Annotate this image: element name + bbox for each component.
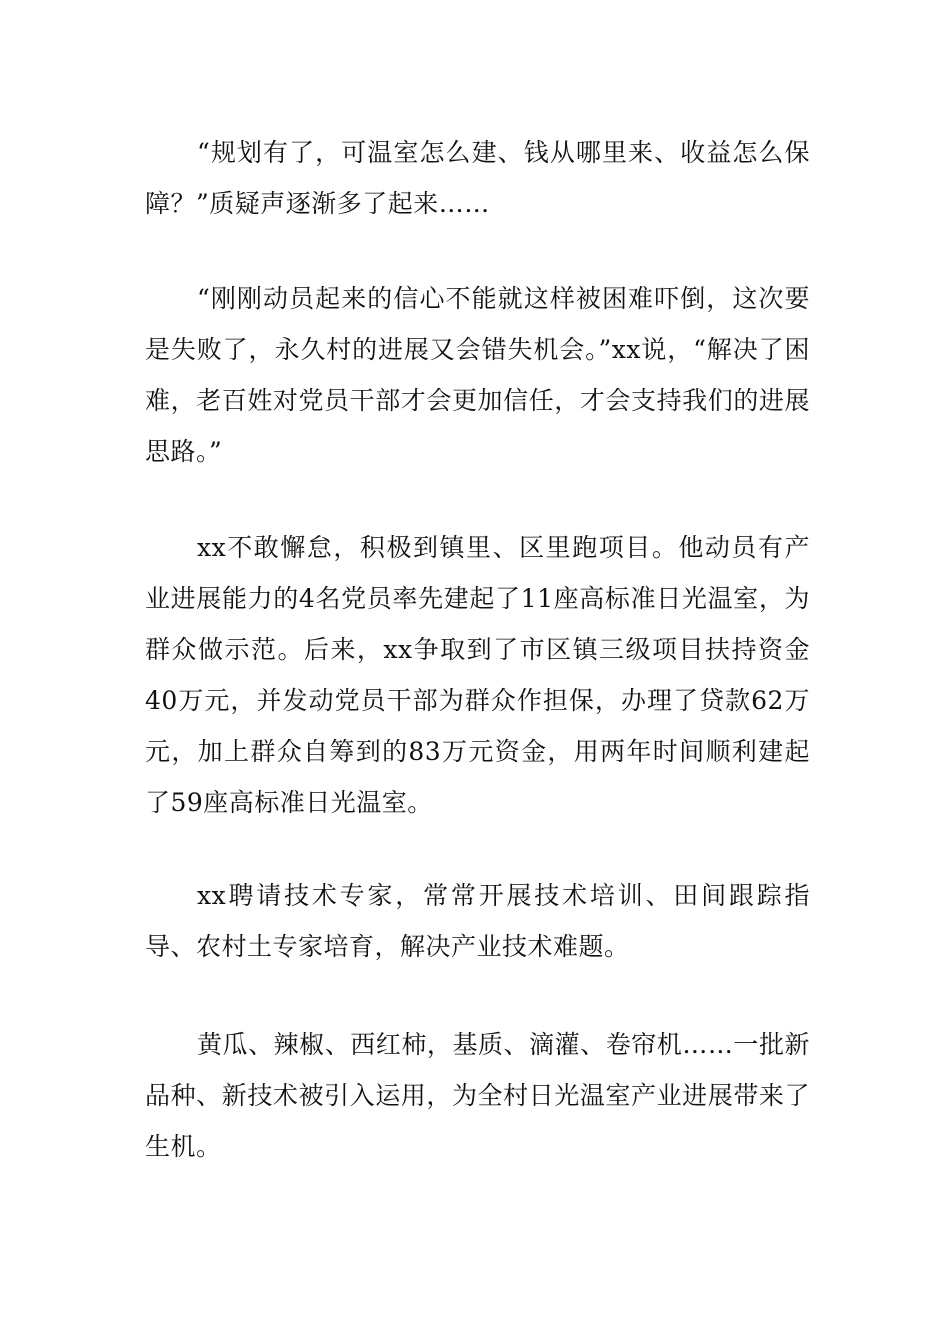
paragraph-new-varieties: 黄瓜、辣椒、西红柿，基质、滴灌、卷帘机……一批新品种、新技术被引入运用，为全村日光温室产业进展带来了生机。 bbox=[145, 1030, 810, 1161]
paragraph-funding-projects: xx不敢懈怠，积极到镇里、区里跑项目。他动员有产业进展能力的4名党员率先建起了11座高标准日光温室，为群众做示范。后来，xx争取到了市区镇三级项目扶持资金40万元，并发动党员干部为群众作担保，办理了贷款62万元，加上群众自筹到的83万元资金，用两年时间顺利建起了59座高标准日光温室。 bbox=[145, 533, 810, 817]
paragraph-confidence-quote: “刚刚动员起来的信心不能就这样被困难吓倒，这次要是失败了，永久村的进展又会错失机会。”xx说，“解决了困难，老百姓对党员干部才会更加信任，才会支持我们的进展思路。” bbox=[145, 284, 810, 466]
paragraph-greenhouse-doubts: “规划有了，可温室怎么建、钱从哪里来、收益怎么保障？”质疑声逐渐多了起来…… bbox=[145, 138, 810, 218]
paragraph-technical-experts: xx聘请技术专家，常常开展技术培训、田间跟踪指导、农村土专家培育，解决产业技术难题。 bbox=[145, 881, 810, 961]
